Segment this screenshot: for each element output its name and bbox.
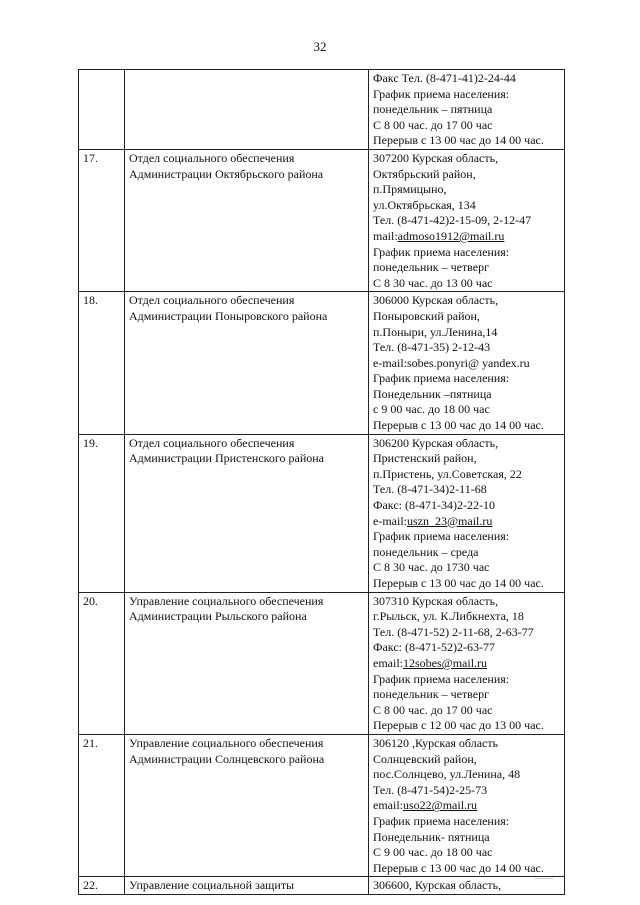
department-name-line: Отдел социального обеспечения [129, 293, 295, 308]
contact-info-line: п.Пристень, ул.Советская, 22 [373, 466, 522, 481]
department-name-line: Отдел социального обеспечения [129, 435, 295, 450]
contact-info-line: 307310 Курская область, [373, 593, 499, 608]
department-name-line: Администрации Поныровского района [129, 308, 328, 323]
email-prefix: e-mail: [373, 513, 407, 528]
contact-info-cell [369, 877, 565, 895]
contact-info-line: С 9 00 час. до 18 00 час [373, 845, 493, 860]
contact-info-line: пос.Солнцево, ул.Ленина, 48 [373, 767, 521, 782]
contact-info-line: График приема населения: [373, 671, 510, 686]
contact-info-line: Тел. (8-471-52) 2-11-68, 2-63-77 [373, 624, 534, 639]
contact-info-line: График приема населения: [373, 529, 510, 544]
department-name-cell [125, 592, 369, 734]
contact-info-cell [369, 70, 565, 150]
contact-info-line: понедельник – четверг [373, 260, 490, 275]
contact-info-line: 306200 Курская область, [373, 435, 499, 450]
contact-info-line: 306600, Курская область, [373, 878, 502, 893]
row-number-cell: 20. [79, 592, 125, 734]
contact-info-line: Тел. (8-471-54)2-25-73 [373, 782, 488, 797]
contact-info-cell [369, 592, 565, 734]
contact-info-cell [369, 734, 565, 876]
contact-info-line: С 8 00 час. до 17 00 час [373, 117, 493, 132]
contact-info-line: Перерыв с 13 00 час до 14 00 час. [373, 418, 544, 433]
contact-info-line: Факс: (8-471-52)2-63-77 [373, 640, 495, 655]
row-number-cell: 21. [79, 734, 125, 876]
table-row [79, 734, 565, 876]
department-name-cell [125, 877, 369, 895]
email-line [373, 656, 561, 672]
row-number-cell: 19. [79, 434, 125, 592]
contact-info-line: Поныровский район, [373, 308, 480, 323]
contact-info-line: С 8 30 час. до 13 00 час [373, 275, 493, 290]
contact-info-cell [369, 292, 565, 434]
department-name-line: Администрации Октябрьского района [129, 166, 324, 181]
contact-info-line: График приема населения: [373, 244, 510, 259]
department-name-cell [125, 70, 369, 150]
department-name-cell [125, 734, 369, 876]
row-number-cell: 17. [79, 149, 125, 291]
department-name-line: Администрации Пристенского района [129, 451, 325, 466]
department-name-cell [125, 292, 369, 434]
contact-info-line: Понедельник –пятница [373, 386, 492, 401]
department-name-line: Управление социальной защиты [129, 878, 295, 893]
email-prefix: email: [373, 798, 403, 813]
contact-info-line: понедельник – среда [373, 544, 479, 559]
email-line [373, 229, 561, 245]
table-row [79, 877, 565, 895]
contact-info-line: Понедельник- пятница [373, 829, 490, 844]
page-number: 32 [313, 39, 327, 54]
table-row [79, 70, 565, 150]
table-row [79, 149, 565, 291]
department-name-cell [125, 149, 369, 291]
contact-info-line: Солнцевский район, [373, 751, 477, 766]
department-name-line: Управление социального обеспечения [129, 593, 324, 608]
contact-info-line: Пристенский район, [373, 451, 477, 466]
table-row [79, 434, 565, 592]
department-name-line: Управление социального обеспечения [129, 735, 324, 750]
contact-info-line: Тел. (8-471-42)2-15-09, 2-12-47 [373, 213, 532, 228]
contact-info-line: График приема населения: [373, 86, 510, 101]
scan-artifact [535, 878, 553, 879]
contact-info-line: С 8 30 час. до 1730 час [373, 560, 490, 575]
department-name-line: Администрации Рыльского района [129, 609, 307, 624]
email-link[interactable]: uso22@mail.ru [403, 798, 478, 813]
email-link[interactable]: 12sobes@mail.ru [403, 655, 488, 670]
contact-info-cell [369, 434, 565, 592]
contact-info-line: Перерыв с 13 00 час до 14 00 час. [373, 133, 544, 148]
email-line [373, 514, 561, 530]
row-number-cell: 22. [79, 877, 125, 895]
email-line [373, 798, 561, 814]
contact-info-line: График приема населения: [373, 371, 510, 386]
contact-info-line: Перерыв с 13 00 час до 14 00 час. [373, 860, 544, 875]
contact-info-line: понедельник – четверг [373, 687, 490, 702]
email-link[interactable]: admoso1912@mail.ru [397, 228, 505, 243]
contact-info-line: Тел. (8-471-34)2-11-68 [373, 482, 487, 497]
contact-info-line: График приема населения: [373, 813, 510, 828]
contact-info-line: Перерыв с 13 00 час до 14 00 час. [373, 576, 544, 590]
email-prefix: mail: [373, 228, 398, 243]
contact-info-line: с 9 00 час. до 18 00 час [373, 402, 490, 417]
contact-info-line: Перерыв с 12 00 час до 13 00 час. [373, 718, 544, 733]
contact-info-line: Октябрьский район, [373, 166, 476, 181]
contact-info-line: e-mail:sobes.ponyri@ yandex.ru [373, 355, 530, 370]
contact-info-line: ул.Октябрьская, 134 [373, 197, 476, 212]
contact-info-line: понедельник – пятница [373, 102, 493, 117]
contact-info-line: п.Поныри, ул.Ленина,14 [373, 324, 498, 339]
department-name-line: Отдел социального обеспечения [129, 150, 295, 165]
contacts-table-body [79, 70, 565, 895]
row-number-cell: 18. [79, 292, 125, 434]
department-name-line: Администрации Солнцевского района [129, 751, 325, 766]
row-number-cell [79, 70, 125, 150]
department-name-cell [125, 434, 369, 592]
table-row [79, 292, 565, 434]
contacts-table [78, 69, 565, 895]
contact-info-line: 306000 Курская область, [373, 293, 499, 308]
contact-info-cell [369, 149, 565, 291]
table-row [79, 592, 565, 734]
email-link[interactable]: uszn_23@mail.ru [406, 513, 493, 528]
contact-info-line: Факс Тел. (8-471-41)2-24-44 [373, 71, 516, 85]
contact-info-line: г.Рыльск, ул. К.Либкнехта, 18 [373, 609, 524, 624]
email-prefix: email: [373, 655, 403, 670]
contact-info-line: Факс: (8-471-34)2-22-10 [373, 498, 495, 513]
contact-info-line: 307200 Курская область, [373, 150, 499, 165]
contact-info-line: С 8 00 час. до 17 00 час [373, 702, 493, 717]
contact-info-line: Тел. (8-471-35) 2-12-43 [373, 340, 491, 355]
contact-info-line: 306120 ,Курская область [373, 735, 499, 750]
contact-info-line: п.Прямицыно, [373, 182, 447, 197]
